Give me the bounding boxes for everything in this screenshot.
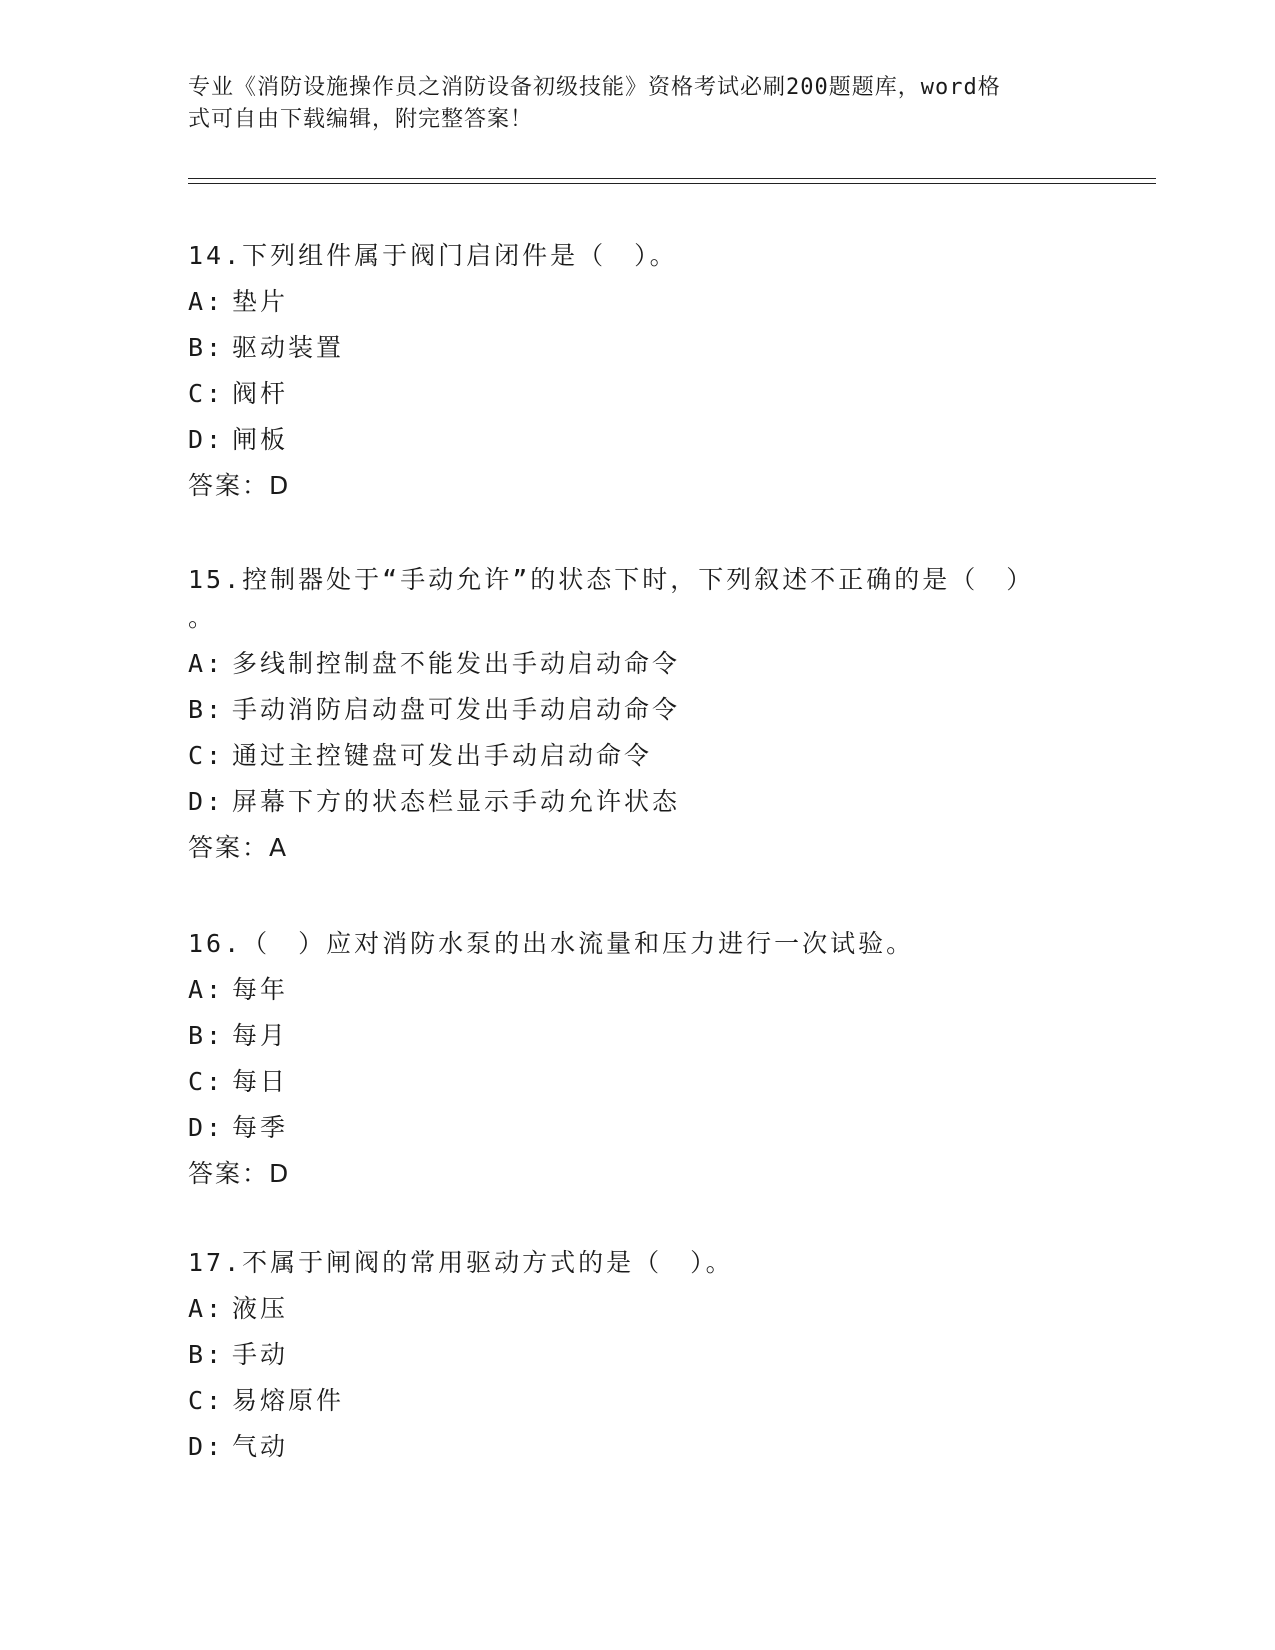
question-stem: 14.下列组件属于阀门启闭件是（ ）。 [188, 241, 678, 270]
option-key: D: [188, 1432, 225, 1461]
option-key: D: [188, 787, 225, 816]
option-text: 每日 [232, 1067, 289, 1096]
question-stem: 17.不属于闸阀的常用驱动方式的是（ ）。 [188, 1248, 734, 1277]
option-key: A: [188, 287, 225, 316]
option-text: 液压 [232, 1294, 289, 1323]
option-text: 易熔原件 [232, 1386, 345, 1415]
answer-line: 答案：D [188, 471, 291, 500]
option-c [188, 733, 1088, 779]
question-block [188, 1240, 1088, 1470]
option-text: 屏幕下方的状态栏显示手动允许状态 [232, 787, 681, 816]
option-text: 驱动装置 [232, 333, 345, 362]
question-stem-continuation: 。 [188, 603, 217, 632]
option-key: B: [188, 1021, 225, 1050]
header-divider-bottom [188, 183, 1156, 184]
option-text: 阀杆 [232, 379, 289, 408]
option-key: D: [188, 1113, 225, 1142]
option-key: A: [188, 1294, 225, 1323]
question-stem: 16.（ ）应对消防水泵的出水流量和压力进行一次试验。 [188, 929, 915, 958]
header-line-1: 专业《消防设施操作员之消防设备初级技能》资格考试必刷200题题库，word格 [188, 75, 1001, 100]
option-a [188, 967, 1088, 1013]
option-text: 气动 [232, 1432, 289, 1461]
option-a [188, 641, 1088, 687]
option-b [188, 325, 1088, 371]
option-text: 多线制控制盘不能发出手动启动命令 [232, 649, 681, 678]
document-header [188, 72, 1068, 136]
option-key: C: [188, 741, 225, 770]
option-key: D: [188, 425, 225, 454]
option-key: A: [188, 975, 225, 1004]
question-stem: 15.控制器处于“手动允许”的状态下时，下列叙述不正确的是（ ） [188, 565, 1035, 594]
option-key: A: [188, 649, 225, 678]
option-text: 垫片 [232, 287, 289, 316]
option-b [188, 1013, 1088, 1059]
header-line-2: 式可自由下载编辑，附完整答案！ [188, 107, 534, 132]
option-text: 每年 [232, 975, 289, 1004]
option-key: C: [188, 1386, 225, 1415]
option-key: B: [188, 1340, 225, 1369]
option-b [188, 687, 1088, 733]
option-a [188, 1286, 1088, 1332]
option-key: B: [188, 695, 225, 724]
option-text: 手动消防启动盘可发出手动启动命令 [232, 695, 681, 724]
question-block [188, 557, 1088, 871]
option-key: C: [188, 379, 225, 408]
answer-line: 答案：A [188, 833, 289, 862]
option-d [188, 1105, 1088, 1151]
question-block [188, 921, 1088, 1197]
option-text: 手动 [232, 1340, 289, 1369]
answer-line: 答案：D [188, 1159, 291, 1188]
option-c [188, 1378, 1088, 1424]
option-text: 闸板 [232, 425, 289, 454]
option-d [188, 417, 1088, 463]
option-d [188, 779, 1088, 825]
header-divider-top [188, 178, 1156, 179]
option-text: 每季 [232, 1113, 289, 1142]
question-block [188, 233, 1088, 509]
option-c [188, 371, 1088, 417]
option-b [188, 1332, 1088, 1378]
option-c [188, 1059, 1088, 1105]
option-d [188, 1424, 1088, 1470]
option-key: B: [188, 333, 225, 362]
option-text: 每月 [232, 1021, 289, 1050]
option-text: 通过主控键盘可发出手动启动命令 [232, 741, 653, 770]
option-key: C: [188, 1067, 225, 1096]
option-a [188, 279, 1088, 325]
